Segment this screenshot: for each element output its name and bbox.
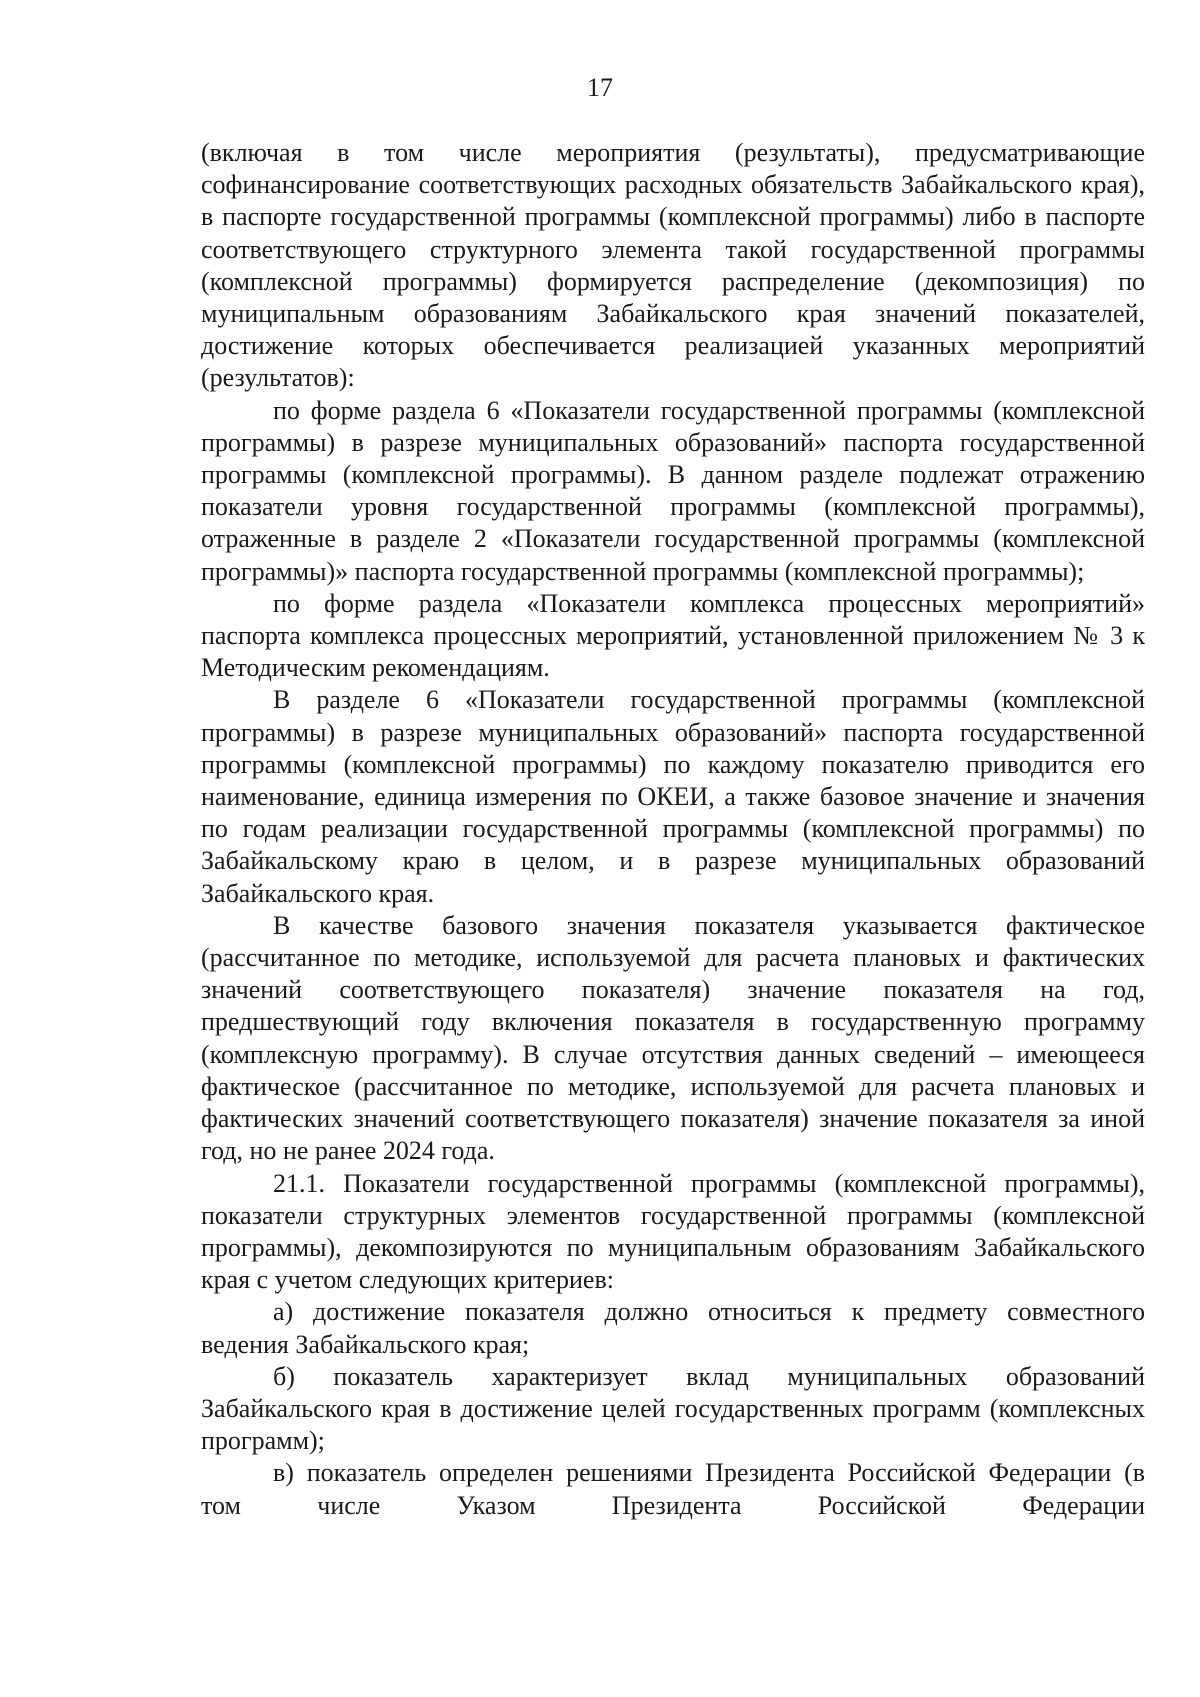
paragraph-base-value: В качестве базового значения показателя указывается фактическое (рассчитанное по методике, используемой для расчета плановых и фактических значений соответствующего показателя) значение показателя на год, предшествующий году включения показателя в государственную программу (комплексную программу). В случае отсутствия данных сведений – имеющееся фактическое (рассчитанное по методике, используемой для расчета плановых и фактических значений соответствующего показателя) значение показателя за иной год, но не ранее 2024 года.: [201, 910, 1145, 1166]
paragraph-continuation: (включая в том числе мероприятия (результаты), предусматривающие софинансирование соответствующих расходных обязательств Забайкальского края), в паспорте государственной программы (комплексной программы) либо в паспорте соответствующего структурного элемента такой государственной программы (комплексной программы) формируется распределение (декомпозиция) по муниципальным образованиям Забайкальского края значений показателей, достижение которых обеспечивается реализацией указанных мероприятий (результатов):: [201, 138, 1145, 393]
paragraph-criterion-v: в) показатель определен решениями Президента Российской Федерации (в том числе Указом Президента Российской Федерации: [201, 1458, 1145, 1520]
document-body: [201, 137, 1145, 1522]
paragraph-criterion-a: а) достижение показателя должно относиться к предмету совместного ведения Забайкальского края;: [201, 1297, 1145, 1359]
paragraph-form-section-6: по форме раздела 6 «Показатели государственной программы (комплексной программы) в разрезе муниципальных образований» паспорта государственной программы (комплексной программы). В данном разделе подлежат отражению показатели уровня государственной программы (комплексной программы), отраженные в разделе 2 «Показатели государственной программы (комплексной программы)» паспорта государственной программы (комплексной программы);: [201, 395, 1145, 586]
paragraph-criterion-b: б) показатель характеризует вклад муниципальных образований Забайкальского края в достижение целей государственных программ (комплексных программ);: [201, 1361, 1145, 1456]
paragraph-21-1: 21.1. Показатели государственной программы (комплексной программы), показатели структурных элементов государственной программы (комплексной программы), декомпозируются по муниципальным образованиям Забайкальского края с учетом следующих критериев:: [201, 1168, 1145, 1295]
paragraph-form-process-complex: по форме раздела «Показатели комплекса процессных мероприятий» паспорта комплекса процессных мероприятий, установленной приложением № 3 к Методическим рекомендациям.: [201, 588, 1145, 683]
paragraph-section-6-description: В разделе 6 «Показатели государственной программы (комплексной программы) в разрезе муниципальных образований» паспорта государственной программы (комплексной программы) по каждому показателю приводится его наименование, единица измерения по ОКЕИ, а также базовое значение и значения по годам реализации государственной программы (комплексной программы) по Забайкальскому краю в целом, и в разрезе муниципальных образований Забайкальского края.: [201, 685, 1145, 908]
page-number: 17: [587, 73, 613, 102]
